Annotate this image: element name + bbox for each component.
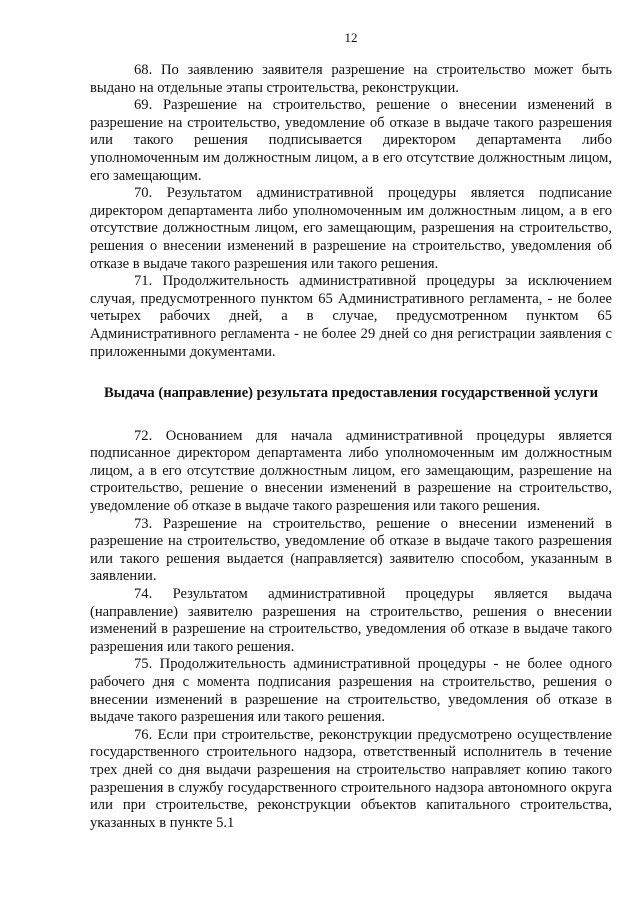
page-number: 12 <box>344 30 358 45</box>
paragraph-73: 73. Разрешение на строительство, решение о внесении изменений в разрешение на строительство, уведомление об отказе в выдаче такого разрешения или такого решения выдается (направляется) заявителю способом, указанным в заявлении. <box>90 515 612 585</box>
paragraph-71: 71. Продолжительность административной процедуры за исключением случая, предусмотренного пунктом 65 Административного регламента, - не более четырех рабочих дней, а в случае, предусмотренном пунктом 65 Административного регламента - не более 29 дней со дня регистрации заявления с приложенными документами. <box>90 273 612 360</box>
paragraph-76: 76. Если при строительстве, реконструкции предусмотрено осуществление государственного строительного надзора, ответственный исполнитель в течение трех дней со дня выдачи разрешения на строительство направляет копию такого разрешения в службу государственного строительного надзора автономного округа или при строительстве, реконструкции объектов капитального строительства, указанных в пункте 5.1 <box>90 726 612 831</box>
paragraph-75: 75. Продолжительность административной процедуры - не более одного рабочего дня с момента подписания разрешения на строительство, решения о внесении изменений в разрешение на строительство, уведомления об отказе в выдаче такого разрешения или такого решения. <box>90 656 612 726</box>
paragraph-69: 69. Разрешение на строительство, решение о внесении изменений в разрешение на строительство, уведомление об отказе в выдаче такого разрешения или такого решения подписывается директором департамента либо уполномоченным им должностным лицом, а в его отсутствие должностным лицом, его замещающим. <box>90 97 612 184</box>
paragraph-74: 74. Результатом административной процедуры является выдача (направление) заявителю разрешения на строительство, решения о внесении изменений в разрешение на строительство, уведомления об отказе в выдаче такого разрешения или такого решения. <box>90 586 612 655</box>
section-heading: Выдача (направление) результата предоставления государственной услуги <box>103 385 599 402</box>
document-page <box>90 30 612 832</box>
paragraph-72: 72. Основанием для начала административной процедуры является подписанное директором департамента либо уполномоченным им должностным лицом, а в его отсутствие должностным лицом, его замещающим, разрешение на строительство, решение о внесении изменений в разрешение на строительство, уведомление об отказе в выдаче такого разрешения или такого решения. <box>90 427 612 515</box>
paragraph-70: 70. Результатом административной процедуры является подписание директором департамента либо уполномоченным им должностным лицом, а в его отсутствие должностным лицом, его замещающим, разрешения на строительство, решения о внесении изменений в разрешение на строительство, уведомления об отказе в выдаче такого разрешения или такого решения. <box>90 185 612 272</box>
paragraph-68: 68. По заявлению заявителя разрешение на строительство может быть выдано на отдельные этапы строительства, реконструкции. <box>90 62 612 96</box>
